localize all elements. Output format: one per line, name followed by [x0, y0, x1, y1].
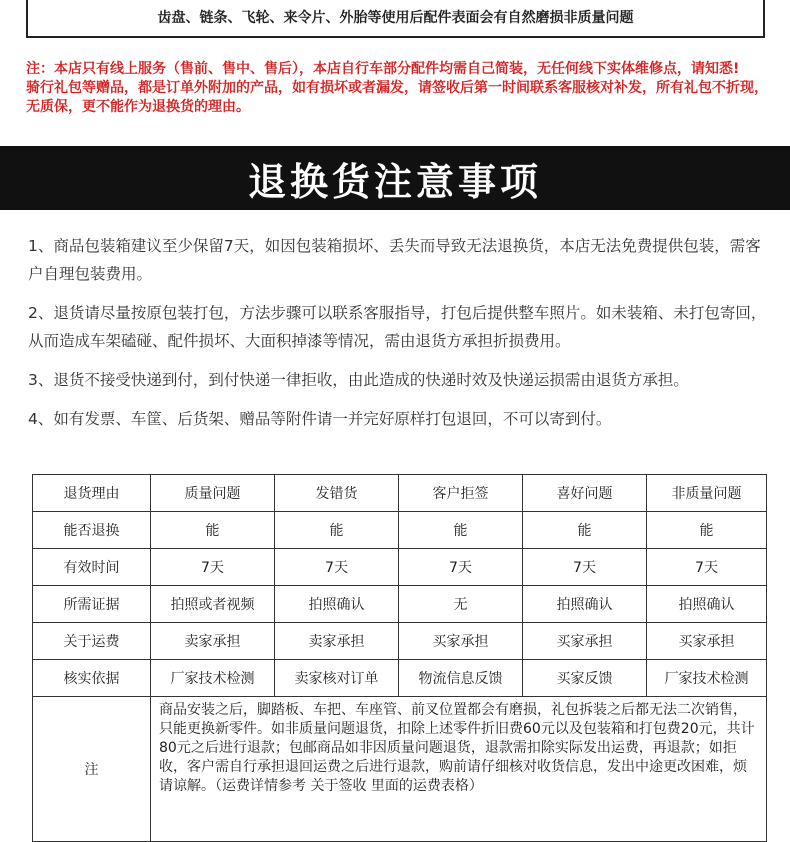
- table-cell: 7天: [275, 549, 399, 586]
- top-notice-text: 齿盘、链条、飞轮、来令片、外胎等使用后配件表面会有自然磨损非质量问题: [157, 10, 634, 26]
- table-cell: 物流信息反馈: [399, 660, 523, 697]
- table-cell: 能: [399, 512, 523, 549]
- table-cell: 卖家承担: [151, 623, 275, 660]
- rule-item: 4、如有发票、车筐、后货架、赠品等附件请一并完好原样打包退回，不可以寄到付。: [28, 410, 612, 428]
- table-cell: 能否退换: [33, 512, 151, 549]
- table-cell: 拍照确认: [647, 586, 767, 623]
- table-cell: 核实依据: [33, 660, 151, 697]
- note-text-cell: 商品安装之后，脚踏板、车把、车座管、前叉位置都会有磨损，礼包拆装之后都无法二次销售，只能更换新零件。如非质量问题退货，扣除上述零件折旧费60元以及包装箱和打包费20元，共计80元之后进行退款；包邮商品如非因质量问题退货，退款需扣除实际发出运费，再退款；如拒收，客户需自行承担退回运费之后进行退款，购前请仔细核对收货信息，发出中途更改困难，烦请谅解。（运费详情参考 关于签收 里面的运费表格）: [151, 697, 767, 842]
- table-row: [33, 586, 767, 623]
- table-note-row: [33, 697, 767, 842]
- notice-line-2: 骑行礼包等赠品，都是订单外附加的产品，如有损坏或者漏发，请签收后第一时间联系客服核对补发，所有礼包不折现，无质保，更不能作为退换货的理由。: [26, 80, 768, 115]
- table-cell: 无: [399, 586, 523, 623]
- table-cell: 能: [151, 512, 275, 549]
- table-cell: 卖家承担: [275, 623, 399, 660]
- store-notice: [26, 60, 771, 117]
- table-header-cell: 非质量问题: [647, 475, 767, 512]
- rule-item: 3、退货不接受快递到付，到付快递一律拒收，由此造成的快递时效及快递运损需由退货方承担。: [28, 371, 689, 389]
- table-cell: 拍照确认: [523, 586, 647, 623]
- rule-item: 2、退货请尽量按原包装打包，方法步骤可以联系客服指导，打包后提供整车照片。如未装箱、未打包寄回，从而造成车架磕碰、配件损坏、大面积掉漆等情况，需由退货方承担折损费用。: [28, 304, 767, 350]
- table-cell: 所需证据: [33, 586, 151, 623]
- table-cell: 买家反馈: [523, 660, 647, 697]
- table-header-cell: 质量问题: [151, 475, 275, 512]
- return-policy-table: [32, 474, 767, 842]
- table-cell: 能: [275, 512, 399, 549]
- banner-title: 退换货注意事项: [247, 159, 542, 204]
- table-cell: 7天: [647, 549, 767, 586]
- rule-item: 1、商品包装箱建议至少保留7天，如因包装箱损坏、丢失而导致无法退换货，本店无法免费提供包装，需客户自理包装费用。: [28, 237, 761, 283]
- table-cell: 卖家核对订单: [275, 660, 399, 697]
- table-cell: 7天: [151, 549, 275, 586]
- table-header-cell: 喜好问题: [523, 475, 647, 512]
- table-cell: 买家承担: [523, 623, 647, 660]
- top-notice-box: [26, 0, 765, 38]
- table-cell: 厂家技术检测: [151, 660, 275, 697]
- table-header-row: [33, 475, 767, 512]
- table-row: [33, 660, 767, 697]
- table-header-cell: 退货理由: [33, 475, 151, 512]
- table-header-cell: 发错货: [275, 475, 399, 512]
- table-cell: 能: [523, 512, 647, 549]
- table-row: [33, 549, 767, 586]
- table-cell: 7天: [399, 549, 523, 586]
- return-rules: [28, 232, 773, 444]
- table-cell: 买家承担: [399, 623, 523, 660]
- table-cell: 能: [647, 512, 767, 549]
- table-row: [33, 623, 767, 660]
- table-header-cell: 客户拒签: [399, 475, 523, 512]
- notice-line-1: 注：本店只有线上服务（售前、售中、售后），本店自行车部分配件均需自己简装，无任何线下实体维修点，请知悉!: [26, 61, 740, 77]
- table-cell: 拍照确认: [275, 586, 399, 623]
- table-cell: 有效时间: [33, 549, 151, 586]
- table-cell: 拍照或者视频: [151, 586, 275, 623]
- note-label-cell: 注: [33, 697, 151, 842]
- table-row: [33, 512, 767, 549]
- table-cell: 关于运费: [33, 623, 151, 660]
- table-cell: 买家承担: [647, 623, 767, 660]
- table-cell: 7天: [523, 549, 647, 586]
- table-cell: 厂家技术检测: [647, 660, 767, 697]
- section-banner: [0, 146, 790, 210]
